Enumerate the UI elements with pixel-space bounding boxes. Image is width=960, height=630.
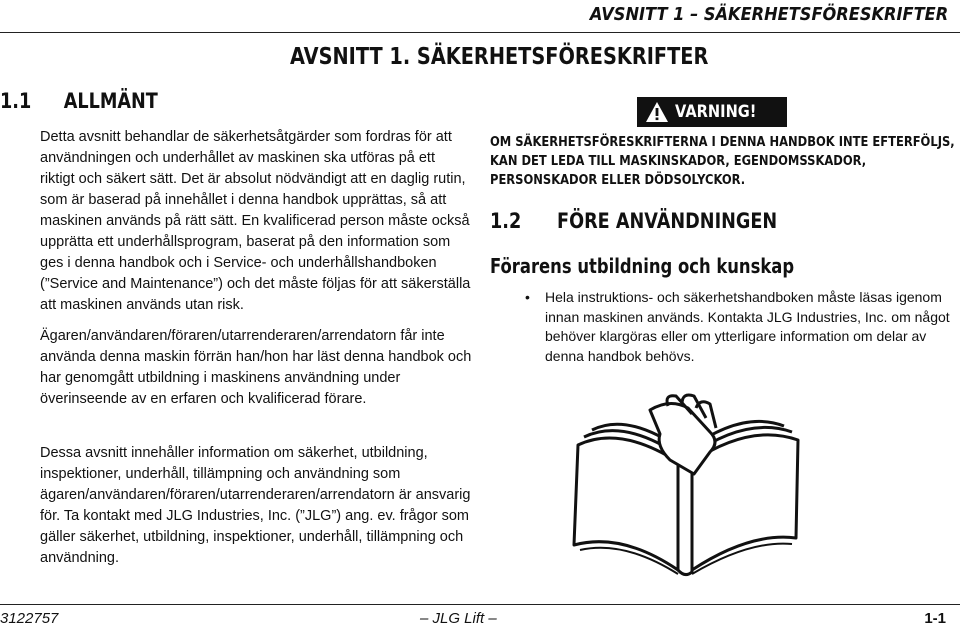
right-heading-number: 1.2 [490, 209, 522, 233]
warning-label: VARNING! [675, 102, 757, 122]
section-title: AVSNITT 1. SÄKERHETSFÖRESKRIFTER [290, 44, 709, 70]
footer-page-number: 1-1 [924, 610, 946, 627]
warning-banner [637, 97, 787, 127]
list-item: • Hela instruktions- och säkerhetshandboken måste läsas igenom innan maskinen används. Kontakta JLG Industries, Inc. om något behöver klargöras eller om ytterligare information om delar av denna handbok behövs. [515, 288, 960, 366]
header-rule [0, 32, 960, 33]
intro-paragraph: Detta avsnitt behandlar de säkerhetsåtgärder som fordras för att användningen och underhållet av maskinen ska utföras på ett riktigt och säkert sätt. Det är absolut nödvändigt att en daglig rutin, som är baserad på innehållet i denna handbok upprättas, så att maskinen används på rätt sätt. En kvalificerad person måste också upprätta ett underhållsprogram, baserat på den information som ges i denna handbok och i Service- och underhållshandboken (”Service and Maintenance”) och det måste följas för att säkerställa att maskinen används utan risk. [40, 129, 471, 313]
footer-doc-number: 3122757 [0, 610, 59, 627]
running-header: AVSNITT 1 – SÄKERHETSFÖRESKRIFTER [589, 4, 948, 25]
left-heading-number: 1.1 [0, 89, 32, 113]
right-heading-text: FÖRE ANVÄNDNINGEN [557, 209, 778, 233]
warning-text: OM SÄKERHETSFÖRESKRIFTERNA I DENNA HANDBOK INTE EFTERFÖLJS, KAN DET LEDA TILL MASKINSKADOR, EGENDOMSSKADOR, PERSONSKADOR ELLER DÖDSOLYCKOR. [490, 135, 955, 188]
warning-triangle-icon [645, 101, 669, 123]
owner-paragraph: Ägaren/användaren/föraren/utarrenderaren/arrendatorn får inte använda denna maskin förrän han/hon har läst denna handbok och har genomgått utbildning i maskinens användning under överinseende av en erfaren och kvalificerad förare. [40, 328, 472, 407]
right-heading [490, 209, 777, 233]
left-heading [0, 89, 158, 113]
open-book-illustration [560, 390, 810, 580]
left-column-bottom [40, 443, 472, 569]
responsibility-paragraph: Dessa avsnitt innehåller information om säkerhet, utbildning, inspektioner, underhåll, tillämpning och användning som ägaren/användaren/föraren/utarrenderaren/arrendatorn är ansvarig för. Ta kontakt med JLG Industries, Inc. (”JLG”) ang. ev. frågor som gäller säkerhet, utbildning, inspektioner, underhåll, tillämpning och användning. [40, 445, 471, 566]
footer-rule [0, 604, 960, 605]
bullet-list [515, 288, 960, 366]
left-heading-text: ALLMÄNT [63, 89, 158, 113]
footer-product: – JLG Lift – [420, 610, 497, 627]
left-column [40, 127, 472, 410]
bullet-list-container [515, 288, 960, 366]
subheading: Förarens utbildning och kunskap [490, 254, 795, 278]
